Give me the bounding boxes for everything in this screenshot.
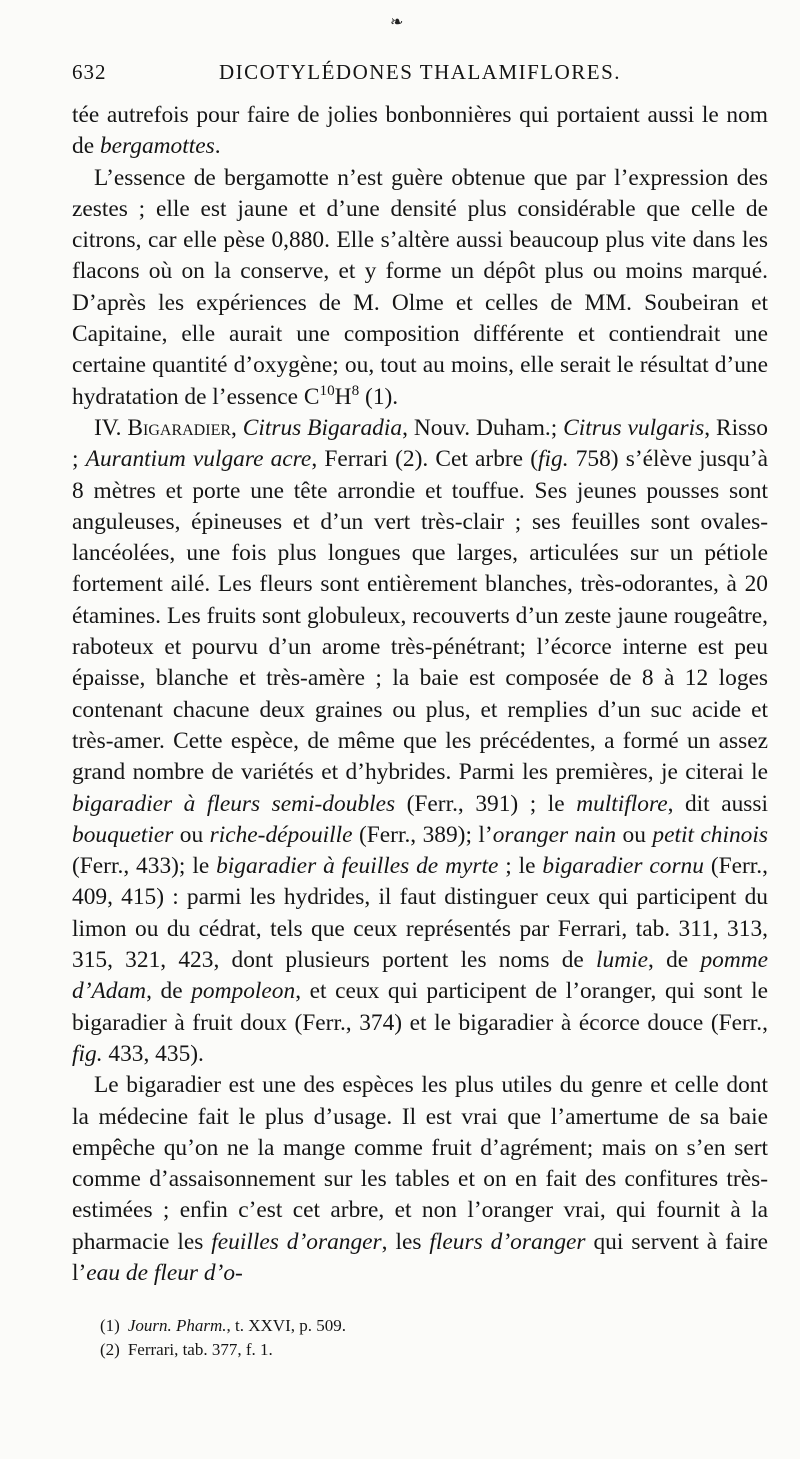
footnote-mark: (1) <box>100 1316 120 1335</box>
italic-term: lumie <box>596 947 649 974</box>
italic-term: eau de fleur d’o- <box>86 1259 243 1286</box>
paragraph-2 <box>72 163 768 413</box>
italic-term: riche-dépouille <box>209 821 353 848</box>
italic-term: fig. <box>72 1040 103 1067</box>
text-span: , dit aussi <box>667 790 768 817</box>
italic-term: oranger nain <box>492 821 617 848</box>
italic-term: pompoleon <box>191 978 296 1005</box>
running-head: DICOTYLÉDONES THALAMIFLORES. <box>218 60 622 84</box>
text-span: , de <box>146 978 192 1005</box>
species-name-smallcaps: Bigaradier <box>127 414 232 441</box>
italic-term: Citrus Bigaradia <box>242 414 403 441</box>
text-span: ou <box>616 821 653 848</box>
text-span: tée autrefois pour faire de jolies bonbonnières qui portaient aussi le nom de <box>72 102 768 160</box>
formula-element: H <box>334 383 352 410</box>
italic-term: Aurantium vulgare acre <box>85 446 312 473</box>
text-span: . <box>214 133 221 160</box>
text-span: (Ferr., 433); le <box>72 853 217 880</box>
footnote-text: Ferrari, tab. 377, f. 1. <box>127 1340 273 1359</box>
ornament-glyph: ❧ <box>390 12 404 31</box>
text-span: (Ferr., 409, 415) : parmi les hydrides, il faut distinguer ceux qui participent du limon ou du cédrat, tels que ceux représentés par Ferrari, tab. 311, 313, 315, 321, 423, dont plusieurs portent les noms de <box>72 853 768 974</box>
text-span: 433, 435). <box>102 1040 204 1067</box>
text-span: ou <box>173 821 210 848</box>
text-span: 758) s’élève jusqu’à 8 mètres et porte une tête arrondie et touffue. Ses jeunes pousses sont anguleuses, épineuses et d’un vert très-clair ; ses feuilles sont ovales-lancéolées, une fois plus longues que larges, articulées sur un pétiole fortement ailé. Les fleurs sont entièrement blanches, très-odorantes, à 20 étamines. Les fruits sont globuleux, recouverts d’un zeste jaune rougeâtre, raboteux et pourvu d’un arome très-pénétrant; l’écorce interne est peu épaisse, blanche et très-amère ; la baie est composée de 8 à 12 loges contenant chacune deux graines ou plus, et remplies d’un suc acide et très-amer. Cette espèce, de même que les précédentes, a formé un assez grand nombre de variétés et d’hybrides. Parmi les premières, je citerai le <box>72 446 768 786</box>
italic-term: bigaradier à feuilles de myrte <box>216 853 499 880</box>
formula-superscript: 10 <box>319 381 335 399</box>
italic-term: bigaradier à fleurs semi-doubles <box>72 790 396 817</box>
footnote-text: , t. XXVI, p. 509. <box>226 1316 346 1335</box>
italic-term: Citrus vulgaris <box>563 414 705 441</box>
italic-term: petit chinois <box>652 821 768 848</box>
body-text <box>72 100 768 1289</box>
footnotes <box>100 1314 760 1362</box>
page-header <box>72 60 768 90</box>
paragraph-3 <box>72 413 768 1070</box>
footnote-mark: (2) <box>100 1340 120 1359</box>
italic-term: fleurs d’oranger <box>429 1228 586 1255</box>
text-span: L’essence de bergamotte n’est guère obtenue que par l’expression des zestes ; elle est jaune et d’une densité plus considérable que celle de citrons, car elle pèse 0,880. Elle s’altère aussi beaucoup plus vite dans les flacons où on la conserve, et y forme un dépôt plus ou moins marqué. D’après les expériences de M. Olme et celles de MM. Soubeiran et Capitaine, elle aurait une composition différente et contiendrait une certaine quantité d’oxygène; ou, tout au moins, elle serait le résultat d’une hydratation de l’essence C <box>72 164 768 410</box>
italic-term: pomme d’Adam <box>72 947 768 1005</box>
italic-term: bigaradier cornu <box>542 853 704 880</box>
text-span: (Ferr., 391) ; le <box>395 790 577 817</box>
footnote-2 <box>100 1338 760 1362</box>
footnote-journal: Journ. Pharm. <box>127 1316 227 1335</box>
italic-term: multiflore <box>576 790 668 817</box>
italic-term: feuilles d’oranger <box>211 1228 382 1255</box>
italic-term: fig. <box>538 446 569 473</box>
text-span: , Risso ; <box>72 414 768 473</box>
text-span: (1). <box>359 383 399 410</box>
text-span: qui servent à faire l’ <box>72 1228 768 1286</box>
text-span: , de <box>648 947 701 974</box>
footnote-1 <box>100 1314 760 1338</box>
text-span: Le bigaradier est une des espèces les plus utiles du genre et celle dont la médecine fait le plus d’usage. Il est vrai que l’amertume de sa baie empêche qu’on ne la mange comme fruit d’agrément; mais on s’en sert comme d’assaisonnement sur les tables et on en fait des confitures très-estimées ; enfin c’est cet arbre, et non l’oranger vrai, qui fournit à la pharmacie les <box>72 1072 768 1255</box>
paragraph-1 <box>72 100 768 163</box>
italic-term: bergamottes <box>99 133 215 160</box>
paragraph-4 <box>72 1070 768 1289</box>
formula-superscript: 8 <box>351 381 360 399</box>
text-span: , <box>231 414 243 441</box>
italic-term: bouquetier <box>72 821 174 848</box>
text-span: ; le <box>498 853 543 880</box>
text-span: , Nouv. Duham.; <box>402 414 564 441</box>
text-span: , Ferrari (2). Cet arbre ( <box>311 446 539 473</box>
text-span: , les <box>381 1228 430 1255</box>
page-number: 632 <box>72 60 107 84</box>
text-span: , et ceux qui participent de l’oranger, qui sont le bigaradier à fruit doux (Ferr., 374) et le bigaradier à écorce douce (Ferr., <box>72 978 768 1036</box>
text-span: (Ferr., 389); l’ <box>352 821 493 848</box>
text-span: IV. <box>94 414 128 441</box>
